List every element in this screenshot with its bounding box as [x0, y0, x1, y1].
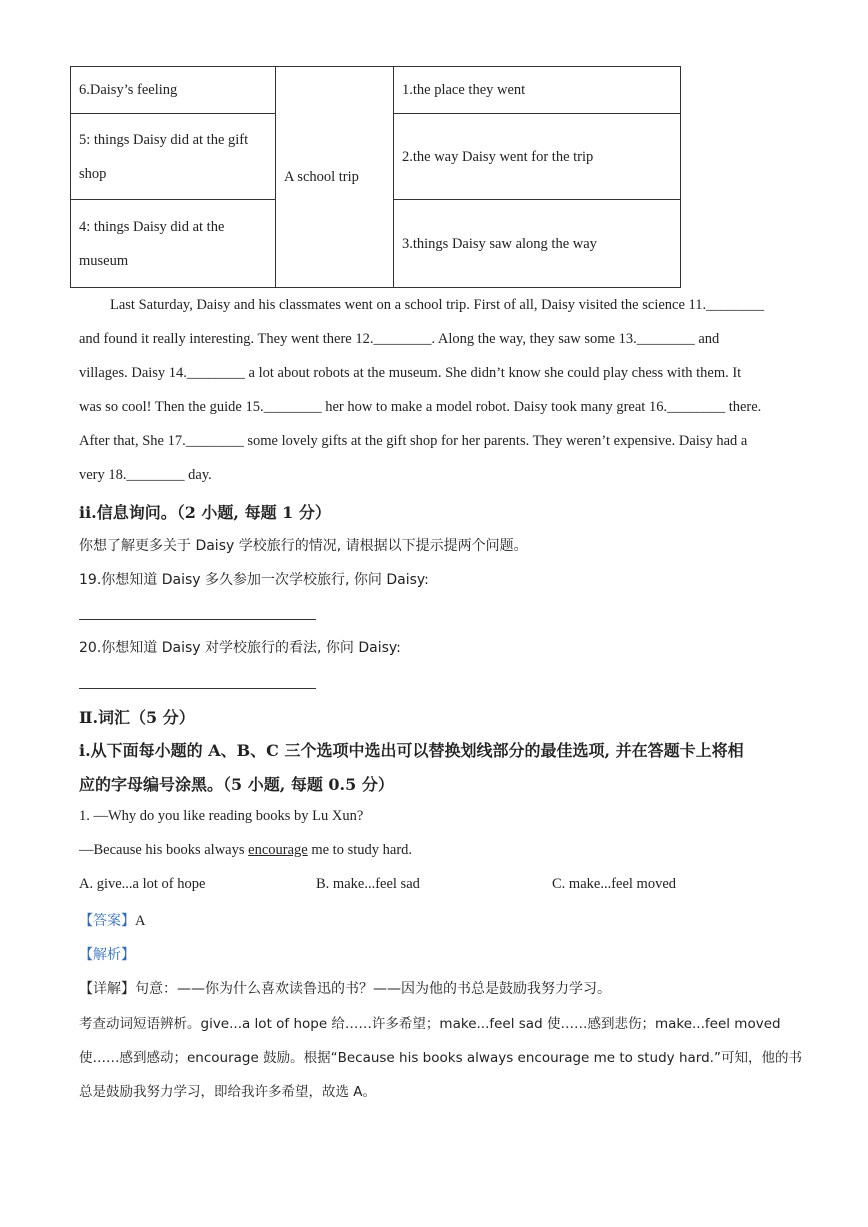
- section-ii-intro: 你想了解更多关于 Daisy 学校旅行的情况, 请根据以下提示提两个问题。: [79, 538, 528, 554]
- table-cell-place: 1.the place they went: [394, 67, 681, 114]
- detail-label: 【详解】: [79, 981, 135, 997]
- school-trip-mindmap-table: [70, 66, 681, 288]
- explanation-line-3: 总是鼓励我努力学习，即给我许多希望，故选 A。: [79, 1084, 377, 1100]
- answer-label: 【答案】: [79, 913, 135, 929]
- vocab-instruction-line-2: 应的字母编号涂黑。（5 小题, 每题 0.5 分）: [79, 775, 394, 794]
- question-1-line-2: [79, 842, 412, 859]
- table-cell-feeling: 6.Daisy’s feeling: [71, 67, 276, 114]
- answer-row: [79, 910, 145, 930]
- passage-line-5: After that, She 17.________ some lovely gifts at the gift shop for her parents. They weren’t expensive. Daisy had a: [79, 433, 748, 449]
- question-1-pre: —Because his books always: [79, 842, 249, 858]
- table-cell-gift-shop: 5: things Daisy did at the gift shop: [71, 114, 276, 200]
- vocab-heading: Ⅱ.词汇（5 分）: [79, 708, 195, 727]
- answer-value: A: [135, 913, 146, 929]
- passage-line-2: and found it really interesting. They went there 12.________. Along the way, they saw some 13.________ and: [79, 331, 720, 347]
- option-b: B. make...feel sad: [316, 876, 420, 892]
- answer-line-19: [79, 619, 316, 620]
- explanation-line-2: 使……感到感动；encourage 鼓励。根据“Because his books always encourage me to study hard.”可知，他的书: [79, 1050, 802, 1066]
- answer-line-20: [79, 688, 316, 689]
- table-cell-saw: 3.things Daisy saw along the way: [394, 200, 681, 288]
- option-c: C. make...feel moved: [552, 876, 677, 892]
- question-1-post: me to study hard.: [307, 842, 413, 858]
- table-cell-center: A school trip: [276, 67, 394, 288]
- passage-line-6: very 18.________ day.: [79, 467, 212, 483]
- question-19: 19.你想知道 Daisy 多久参加一次学校旅行, 你问 Daisy:: [79, 572, 429, 588]
- section-ii-heading: ii.信息询问。（2 小题, 每题 1 分）: [79, 503, 331, 522]
- table-cell-museum: 4: things Daisy did at the museum: [71, 200, 276, 288]
- passage-line-3: villages. Daisy 14.________ a lot about robots at the museum. She didn’t know she could play chess with them. It: [79, 365, 742, 381]
- option-a: A. give...a lot of hope: [79, 876, 206, 892]
- question-20: 20.你想知道 Daisy 对学校旅行的看法, 你问 Daisy:: [79, 640, 401, 656]
- table-cell-way: 2.the way Daisy went for the trip: [394, 114, 681, 200]
- underlined-word: encourage: [248, 842, 308, 858]
- detail-text: 句意：——你为什么喜欢读鲁迅的书？——因为他的书总是鼓励我努力学习。: [135, 981, 611, 997]
- question-1-line-1: 1. —Why do you like reading books by Lu Xun?: [79, 808, 364, 824]
- analysis-label: 【解析】: [79, 947, 135, 963]
- passage-line-1: Last Saturday, Daisy and his classmates went on a school trip. First of all, Daisy visited the science 11.________: [110, 297, 765, 313]
- vocab-instruction-line-1: i.从下面每小题的 A、B、C 三个选项中选出可以替换划线部分的最佳选项, 并在答题卡上将相: [79, 741, 744, 760]
- explanation-line-1: 考查动词短语辨析。give...a lot of hope 给……许多希望；make...feel sad 使……感到悲伤；make...feel moved: [79, 1016, 781, 1032]
- detail-row: [79, 978, 611, 998]
- passage-line-4: was so cool! Then the guide 15.________ her how to make a model robot. Daisy took many great 16.________ there.: [79, 399, 762, 415]
